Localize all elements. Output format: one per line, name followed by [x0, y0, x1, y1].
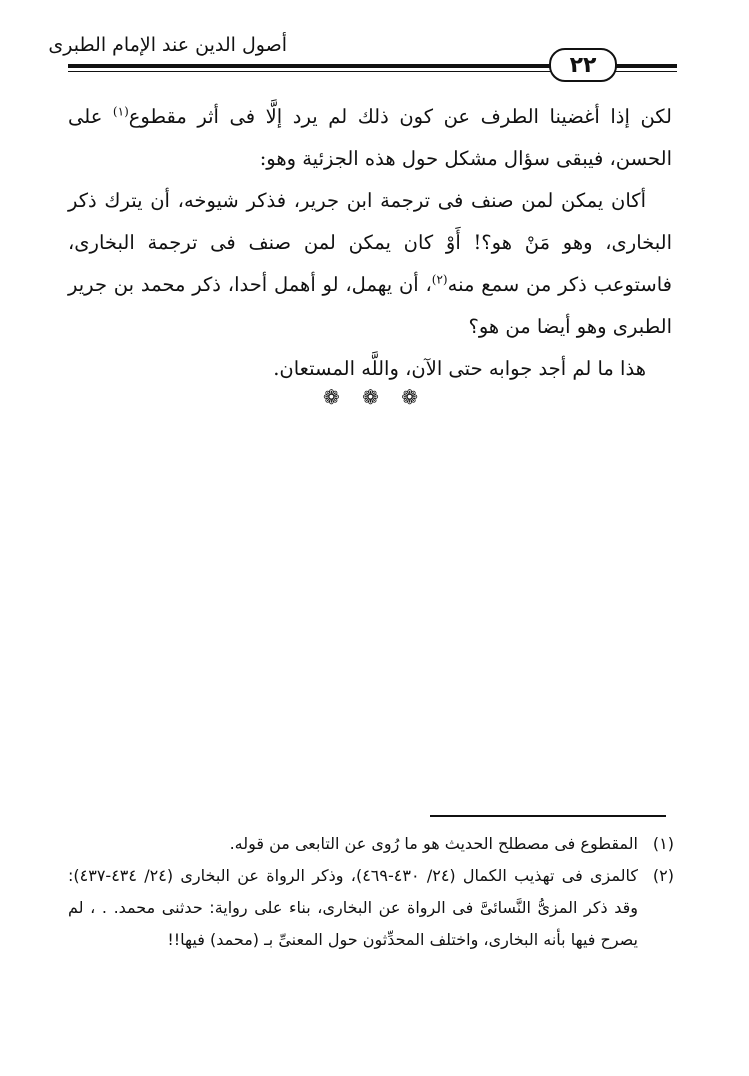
paragraph-2-text-b: ، أن يهمل، لو أهمل أحدا، ذكر محمد بن جرير الطبرى وهو أيضا من هو؟ — [68, 273, 672, 338]
footnote-ref-1: (١) — [112, 104, 129, 119]
footnote-1-number: (١) — [652, 834, 674, 853]
paragraph-1-text-a: لكن إذا أغضينا الطرف عن كون ذلك لم يرد إلَّا فى أثر مقطوع — [128, 105, 672, 128]
footnote-separator — [430, 815, 666, 817]
footnote-2 — [68, 860, 674, 956]
paragraph-2 — [68, 180, 672, 348]
section-ornaments: ❁ ❁ ❁ — [323, 385, 426, 409]
paragraph-3-text: هذا ما لم أجد جوابه حتى الآن، واللَّه المستعان. — [273, 357, 646, 380]
running-header-title: أصول الدين عند الإمام الطبرى — [48, 34, 287, 56]
paragraph-3 — [68, 348, 672, 390]
main-text — [68, 96, 672, 390]
footnote-1-text: المقطوع فى مصطلح الحديث هو ما رُوى عن التابعى من قوله. — [229, 834, 638, 853]
footnotes — [68, 828, 674, 956]
paragraph-1-text-b: على الحسن، فيبقى سؤال مشكل حول هذه الجزئية وهو: — [68, 105, 672, 170]
paragraph-2-text-a: أكان يمكن لمن صنف فى ترجمة ابن جرير، فذكر شيوخه، أن يترك ذكر البخارى، وهو مَنْ هو؟! أَوْ كان يمكن لمن صنف فى ترجمة البخارى، فاستوعب ذكر من سمع منه — [68, 189, 672, 296]
paragraph-1 — [68, 96, 672, 180]
footnote-1 — [68, 828, 674, 860]
footnote-2-text: كالمزى فى تهذيب الكمال (٢٤/ ٤٣٠-٤٦٩)، وذكر الرواة عن البخارى (٢٤/ ٤٣٤-٤٣٧): وقد ذكر المزىُّ النَّسائىَّ فى الرواة عن البخارى، بناء على رواية: حدثنى محمد. . ، لم يصرح فيها بأنه البخارى، واختلف المحدِّثون حول المعنىِّ بـ (محمد) فيها!! — [68, 866, 638, 949]
footnote-2-number: (٢) — [652, 866, 674, 885]
page-number: ٢٢ — [549, 48, 617, 82]
footnote-ref-2: (٢) — [431, 272, 448, 287]
